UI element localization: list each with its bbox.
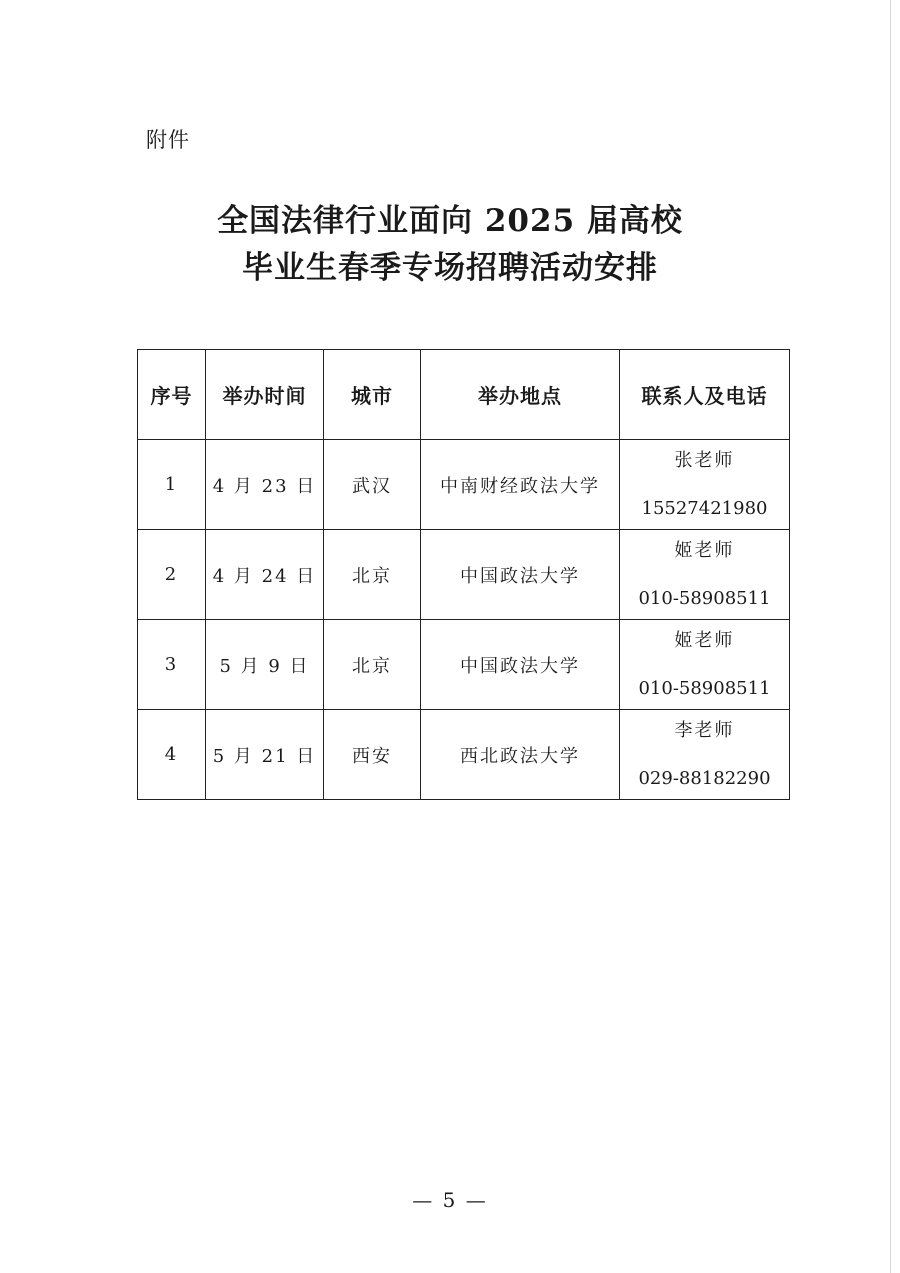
header-venue: 举办地点 [421,350,620,440]
schedule-table [137,349,790,800]
cell-city: 武汉 [324,440,421,530]
title-line-1: 全国法律行业面向 2025 届高校 [217,203,683,239]
cell-date: 4 月 23 日 [206,440,324,530]
table-row [138,530,790,620]
page-number: — 5 — [412,1188,488,1212]
table-row [138,710,790,800]
table-row [138,440,790,530]
cell-index: 1 [138,440,206,530]
contact-phone: 010-58908511 [638,587,771,609]
cell-venue: 中国政法大学 [421,620,620,710]
cell-index: 2 [138,530,206,620]
cell-index: 3 [138,620,206,710]
header-date: 举办时间 [206,350,324,440]
cell-city: 北京 [324,530,421,620]
contact-phone: 15527421980 [641,497,768,519]
cell-venue: 西北政法大学 [421,710,620,800]
cell-date: 5 月 21 日 [206,710,324,800]
contact-name: 李老师 [674,719,735,741]
cell-index: 4 [138,710,206,800]
contact-name: 张老师 [674,449,735,471]
contact-phone: 010-58908511 [638,677,771,699]
attachment-label: 附件 [146,128,190,152]
cell-contact [620,620,790,710]
table-header-row [138,350,790,440]
cell-contact [620,440,790,530]
cell-contact [620,710,790,800]
cell-date: 5 月 9 日 [206,620,324,710]
header-contact: 联系人及电话 [620,350,790,440]
document-title [0,198,900,292]
cell-city: 北京 [324,620,421,710]
header-city: 城市 [324,350,421,440]
cell-venue: 中南财经政法大学 [421,440,620,530]
cell-venue: 中国政法大学 [421,530,620,620]
contact-phone: 029-88182290 [638,767,771,789]
title-line-2: 毕业生春季专场招聘活动安排 [242,250,658,286]
contact-name: 姬老师 [674,629,735,651]
page-edge-line [890,0,891,1273]
cell-date: 4 月 24 日 [206,530,324,620]
cell-contact [620,530,790,620]
contact-name: 姬老师 [674,539,735,561]
table-row [138,620,790,710]
header-index: 序号 [138,350,206,440]
cell-city: 西安 [324,710,421,800]
